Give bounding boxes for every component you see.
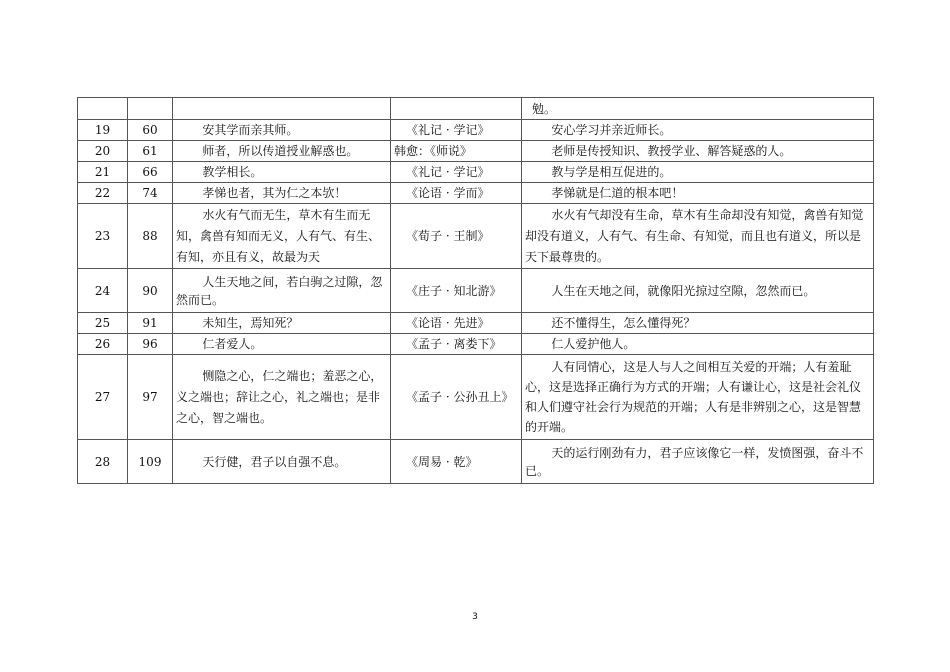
row-number: 28 — [78, 440, 128, 484]
page-ref: 97 — [128, 355, 173, 440]
row-number: 27 — [78, 355, 128, 440]
translation-text: 勉。 — [522, 98, 874, 120]
page-ref — [128, 98, 173, 120]
page-ref: 96 — [128, 334, 173, 355]
row-number: 21 — [78, 162, 128, 183]
translation-text: 人有同情心，这是人与人之间相互关爱的开端；人有羞耻心，这是选择正确行为方式的开端；人有谦让心，这是社会礼仪和人们遵守社会行为规范的开端；人有是非辨别之心，这是智慧的开端。 — [522, 355, 874, 440]
table-row — [78, 334, 874, 355]
source-text: 韩愈：《师说》 — [391, 141, 522, 162]
table-row — [78, 204, 874, 269]
source-text: 《孟子 · 离娄下》 — [391, 334, 522, 355]
table-row — [78, 141, 874, 162]
table-row — [78, 269, 874, 313]
quote-text: 天行健，君子以自强不息。 — [173, 440, 391, 484]
row-number: 23 — [78, 204, 128, 269]
page-ref: 61 — [128, 141, 173, 162]
row-number: 22 — [78, 183, 128, 204]
page-ref: 88 — [128, 204, 173, 269]
table-row — [78, 440, 874, 484]
quote-text — [173, 98, 391, 120]
row-number: 19 — [78, 120, 128, 141]
translation-text: 安心学习并亲近师长。 — [522, 120, 874, 141]
quote-text: 仁者爱人。 — [173, 334, 391, 355]
table-row — [78, 355, 874, 440]
translation-text: 教与学是相互促进的。 — [522, 162, 874, 183]
row-number: 26 — [78, 334, 128, 355]
source-text: 《礼记 · 学记》 — [391, 162, 522, 183]
translation-text: 人生在天地之间，就像阳光掠过空隙，忽然而已。 — [522, 269, 874, 313]
translation-text: 还不懂得生，怎么懂得死？ — [522, 313, 874, 334]
source-text — [391, 98, 522, 120]
page-ref: 109 — [128, 440, 173, 484]
quote-text: 孝悌也者，其为仁之本欤！ — [173, 183, 391, 204]
translation-text: 孝悌就是仁道的根本吧！ — [522, 183, 874, 204]
page-number: 3 — [472, 612, 478, 622]
source-text: 《荀子 · 王制》 — [391, 204, 522, 269]
table-row — [78, 183, 874, 204]
quote-text: 水火有气而无生，草木有生而无知，禽兽有知而无义，人有气、有生、有知，亦且有义，故最为天 — [173, 204, 391, 269]
page-ref: 66 — [128, 162, 173, 183]
page-ref: 60 — [128, 120, 173, 141]
quote-text: 未知生，焉知死？ — [173, 313, 391, 334]
row-number: 24 — [78, 269, 128, 313]
quote-text: 人生天地之间，若白驹之过隙，忽然而已。 — [173, 269, 391, 313]
page-ref: 91 — [128, 313, 173, 334]
row-number — [78, 98, 128, 120]
source-text: 《论语 · 先进》 — [391, 313, 522, 334]
quote-text: 恻隐之心，仁之端也；羞恶之心，义之端也；辞让之心，礼之端也；是非之心，智之端也。 — [173, 355, 391, 440]
row-number: 25 — [78, 313, 128, 334]
translation-text: 天的运行刚劲有力，君子应该像它一样，发愤图强，奋斗不已。 — [522, 440, 874, 484]
page-ref: 90 — [128, 269, 173, 313]
table-row — [78, 313, 874, 334]
source-text: 《礼记 · 学记》 — [391, 120, 522, 141]
source-text: 《庄子 · 知北游》 — [391, 269, 522, 313]
row-number: 20 — [78, 141, 128, 162]
page-ref: 74 — [128, 183, 173, 204]
table-row — [78, 98, 874, 120]
translation-text: 水火有气却没有生命，草木有生命却没有知觉，禽兽有知觉却没有道义，人有气、有生命、有知觉，而且也有道义，所以是天下最尊贵的。 — [522, 204, 874, 269]
translation-text: 老师是传授知识、教授学业、解答疑惑的人。 — [522, 141, 874, 162]
table-row — [78, 120, 874, 141]
source-text: 《孟子 · 公孙丑上》 — [391, 355, 522, 440]
table-row — [78, 162, 874, 183]
quote-text: 安其学而亲其师。 — [173, 120, 391, 141]
quote-text: 教学相长。 — [173, 162, 391, 183]
quote-text: 师者，所以传道授业解惑也。 — [173, 141, 391, 162]
source-text: 《周易 · 乾》 — [391, 440, 522, 484]
source-text: 《论语 · 学而》 — [391, 183, 522, 204]
translation-text: 仁人爱护他人。 — [522, 334, 874, 355]
quotes-table — [77, 97, 874, 484]
